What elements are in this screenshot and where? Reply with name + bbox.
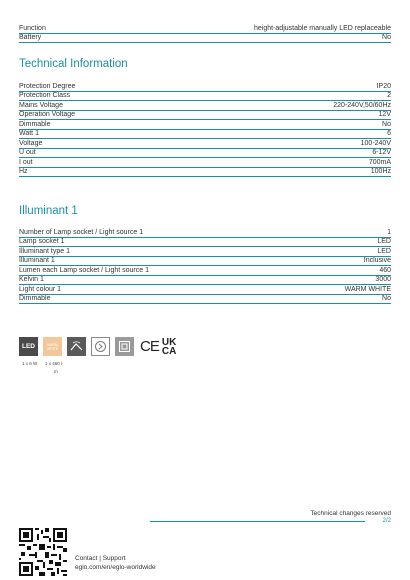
ce-mark-icon: CE — [140, 338, 159, 355]
spec-value: 3000 — [375, 276, 391, 283]
spec-value: Inclusive — [363, 257, 391, 264]
spec-value: 2 — [387, 92, 391, 99]
spec-row — [19, 158, 391, 168]
general-spec-table — [19, 24, 391, 43]
contact-block — [75, 554, 156, 572]
spec-label: Watt 1 — [19, 130, 39, 137]
double-insulation-icon — [115, 337, 134, 356]
spec-row — [19, 139, 391, 149]
spec-label: Function — [19, 24, 46, 32]
spec-value: No — [382, 120, 391, 128]
spec-value: IP20 — [376, 82, 391, 90]
certification-icons — [19, 337, 176, 356]
spec-value: WARM WHITE — [344, 285, 391, 293]
spec-value: 220-240V,50/60Hz — [333, 101, 391, 109]
spec-row-battery — [19, 34, 391, 44]
spec-label: Illuminant 1 — [19, 257, 55, 264]
spec-row — [19, 92, 391, 102]
page-number: 2/2 — [382, 518, 391, 524]
led-wattage-caption: 1 x 6 W — [22, 361, 38, 366]
spec-value: LED — [377, 238, 391, 245]
spec-label: Lumen each Lamp socket / Light source 1 — [19, 266, 149, 274]
spec-row — [19, 130, 391, 140]
spec-row — [19, 82, 391, 92]
spec-label: Voltage — [19, 139, 43, 147]
spec-row — [19, 247, 391, 257]
spec-value: 100Hz — [370, 168, 391, 175]
spec-label: Kelvin 1 — [19, 276, 44, 283]
spec-value: 6 — [387, 130, 391, 137]
spec-label: Number of Lamp socket / Light source 1 — [19, 228, 144, 236]
spec-row — [19, 111, 391, 121]
spec-row — [19, 101, 391, 111]
spec-label: Mains Voltage — [19, 101, 63, 109]
spec-label: Battery — [19, 34, 42, 41]
spec-label: U out — [19, 149, 36, 156]
spec-row — [19, 285, 391, 295]
ukca-top: UK — [161, 336, 177, 348]
spec-value: 460 — [379, 266, 391, 274]
spec-label: Lamp socket 1 — [19, 238, 65, 245]
spec-label: Illuminant type 1 — [19, 247, 70, 255]
protection-class-icon — [91, 337, 110, 356]
spec-value: 6-12V — [372, 149, 391, 156]
spec-value: 12V — [378, 111, 391, 118]
spec-value: 700mA — [368, 158, 391, 166]
spec-value: 100-240V — [360, 139, 391, 147]
lumen-caption-2: m — [54, 369, 58, 374]
technical-changes-note: Technical changes reserved — [310, 510, 391, 517]
spec-row — [19, 266, 391, 276]
spec-label: Operation Voltage — [19, 111, 76, 118]
qr-code-icon — [19, 528, 67, 576]
lumen-caption-1: 1 x 460 l — [45, 361, 63, 366]
spec-value: No — [382, 34, 391, 41]
ukca-bottom: CA — [161, 345, 177, 357]
spec-row — [19, 168, 391, 178]
spec-label: Hz — [19, 168, 28, 175]
spec-row — [19, 238, 391, 248]
spec-row — [19, 149, 391, 159]
warm-white-icon — [43, 337, 62, 356]
technical-spec-table — [19, 82, 391, 177]
spec-label: I out — [19, 158, 33, 166]
illuminant-heading: Illuminant 1 — [19, 205, 78, 217]
technical-info-heading: Technical Information — [19, 58, 128, 70]
ukca-mark-icon — [162, 338, 176, 356]
spec-row — [19, 276, 391, 286]
spec-value: No — [382, 295, 391, 302]
led-icon — [19, 337, 38, 356]
spec-value: LED — [377, 247, 391, 255]
warm-icon-label-1: WARM — [47, 342, 58, 347]
spec-value: height-adjustable manually LED replaceable — [254, 24, 391, 32]
spec-row — [19, 295, 391, 305]
adjustable-angle-icon — [67, 337, 86, 356]
spec-row — [19, 228, 391, 238]
spec-label: Protection Class — [19, 92, 70, 99]
contact-support-link[interactable]: Contact | Support — [75, 555, 126, 562]
footer-divider — [150, 521, 365, 522]
spec-label: Dimmable — [19, 295, 51, 302]
spec-label: Protection Degree — [19, 82, 76, 90]
spec-row — [19, 257, 391, 267]
spec-value: 1 — [387, 228, 391, 236]
led-icon-label: LED — [22, 343, 35, 350]
warm-icon-label-2: WHITE — [46, 346, 59, 351]
spec-row — [19, 120, 391, 130]
spec-label: Dimmable — [19, 120, 51, 128]
spec-row-function — [19, 24, 391, 34]
spec-label: Light colour 1 — [19, 285, 62, 293]
illuminant-spec-table — [19, 228, 391, 304]
website-link[interactable]: eglo.com/en/eglo-worldwide — [75, 564, 156, 571]
